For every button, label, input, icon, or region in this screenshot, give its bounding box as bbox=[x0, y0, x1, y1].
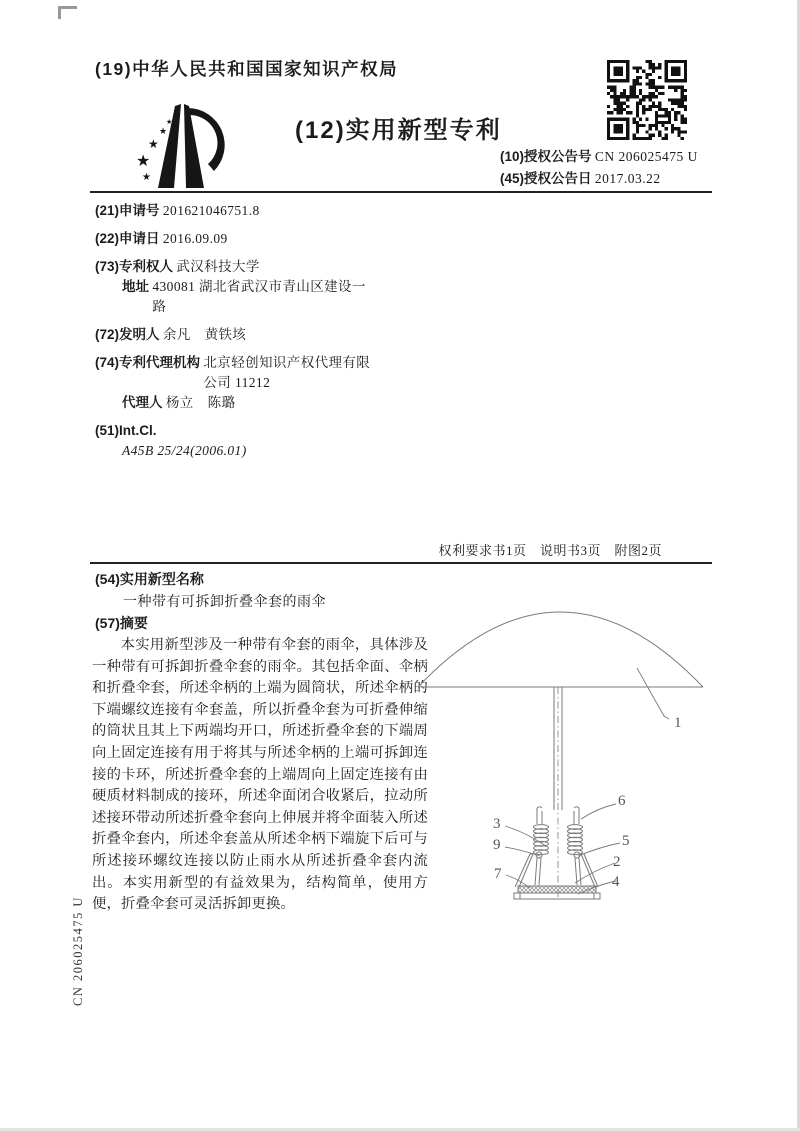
callout-4: 4 bbox=[612, 874, 620, 890]
callout-5: 5 bbox=[622, 833, 630, 849]
publication-date-line bbox=[500, 168, 714, 190]
qr-code bbox=[607, 60, 687, 145]
publication-date-value: 2017.03.22 bbox=[594, 171, 661, 186]
folding-sleeve-coil-right bbox=[568, 825, 583, 855]
abstract-text: 本实用新型涉及一种带有伞套的雨伞，具体涉及一种带有可拆卸折叠伞套的雨伞。其包括伞面、伞柄和折叠伞套，所述伞柄的上端为圆筒状，所述伞柄的下端螺纹连接有伞套盖，所以折叠伞套为可折叠伸缩的筒状且其上下两端均开口，所述折叠伞套的下端周向上固定连接有用于将其与所述伞柄的上端可拆卸连接的卡环，所述折叠伞套的上端周向上固定连接有由硬质材料制成的接环，所述伞面闭合收紧后，拉动所述接环带动所述折叠伞套向上伸展并将伞面装入所述折叠伞套内，所述伞套盖从所述伞柄下端旋下后可与所述接环螺纹连接以防止雨水从所述折叠伞套内流出。本实用新型的有益效果为，结构简单，使用方便，折叠伞套可灵活拆卸更换。 bbox=[92, 637, 428, 913]
logo-star-icon: ★ bbox=[142, 172, 151, 183]
callout-9: 9 bbox=[493, 837, 501, 853]
logo-star-icon: ★ bbox=[148, 137, 159, 151]
section-divider bbox=[90, 562, 712, 564]
umbrella-drawing bbox=[418, 612, 703, 899]
logo-star-icon: ★ bbox=[166, 118, 173, 126]
publication-date-label: (45)授权公告日 bbox=[500, 171, 592, 186]
patentee-label: (73)专利权人 bbox=[95, 259, 174, 274]
sleeve-cap-base bbox=[514, 893, 600, 899]
title-section-label: (54)实用新型名称 bbox=[95, 571, 204, 587]
inventors-label: (72)发明人 bbox=[95, 327, 160, 342]
callout-2: 2 bbox=[613, 854, 621, 870]
agent-value: 杨立 陈璐 bbox=[165, 395, 236, 410]
agency-value: 北京轻创知识产权代理有限 公司 11212 bbox=[203, 355, 371, 390]
bibliographic-section bbox=[95, 201, 425, 469]
document-type-title: (12)实用新型专利 bbox=[295, 117, 502, 144]
invention-title: 一种带有可拆卸折叠伞套的雨伞 bbox=[123, 595, 326, 610]
callout-1: 1 bbox=[674, 715, 682, 731]
patent-figure bbox=[410, 585, 745, 940]
application-date-row bbox=[95, 229, 425, 249]
application-number-row bbox=[95, 201, 425, 221]
umbrella-canopy-arc bbox=[418, 612, 703, 687]
callout-3: 3 bbox=[493, 816, 501, 832]
sleeve-cap-hatch bbox=[518, 886, 596, 893]
publication-block bbox=[500, 146, 714, 190]
application-date-value: 2016.09.09 bbox=[162, 231, 228, 246]
agent-label: 代理人 bbox=[122, 395, 163, 410]
sleeve-cover-walls bbox=[515, 854, 598, 887]
agency-label: (74)专利代理机构 bbox=[95, 355, 201, 370]
intcl-label: (51)Int.Cl. bbox=[95, 423, 157, 438]
cnipa-logo-icon bbox=[128, 100, 232, 197]
intcl-row bbox=[95, 421, 425, 461]
callout-6: 6 bbox=[618, 793, 626, 809]
application-number-value: 201621046751.8 bbox=[162, 203, 260, 218]
issuing-office: (19)中华人民共和国国家知识产权局 bbox=[95, 59, 399, 79]
publication-number-line bbox=[500, 146, 714, 168]
pages-info: 权利要求书1页 说明书3页 附图2页 bbox=[438, 543, 662, 558]
agency-row bbox=[95, 353, 425, 413]
publication-number-label: (10)授权公告号 bbox=[500, 149, 592, 164]
side-publication-number: CN 206025475 U bbox=[71, 896, 85, 1006]
application-date-label: (22)申请日 bbox=[95, 231, 160, 246]
publication-number-value: CN 206025475 U bbox=[594, 149, 698, 164]
logo-star-icon: ★ bbox=[136, 153, 151, 170]
logo-star-icon: ★ bbox=[159, 126, 168, 136]
callout-7: 7 bbox=[494, 866, 502, 882]
header-divider bbox=[90, 191, 712, 193]
inventors-value: 余凡 黄铁垓 bbox=[162, 327, 247, 342]
inventors-row bbox=[95, 325, 425, 345]
agent-row bbox=[95, 393, 425, 413]
intcl-value: A45B 25/24(2006.01) bbox=[122, 443, 247, 458]
sleeve-cap-base-ticks bbox=[520, 893, 594, 899]
patentee-row bbox=[95, 257, 425, 317]
address-value: 430081 湖北省武汉市青山区建设一 路 bbox=[152, 279, 366, 314]
application-number-label: (21)申请号 bbox=[95, 203, 160, 218]
address-label: 地址 bbox=[122, 279, 149, 294]
abstract-section-label: (57)摘要 bbox=[95, 615, 148, 631]
patentee-value: 武汉科技大学 bbox=[176, 259, 260, 274]
scan-corner-mark bbox=[58, 6, 77, 19]
address-row bbox=[95, 277, 425, 317]
